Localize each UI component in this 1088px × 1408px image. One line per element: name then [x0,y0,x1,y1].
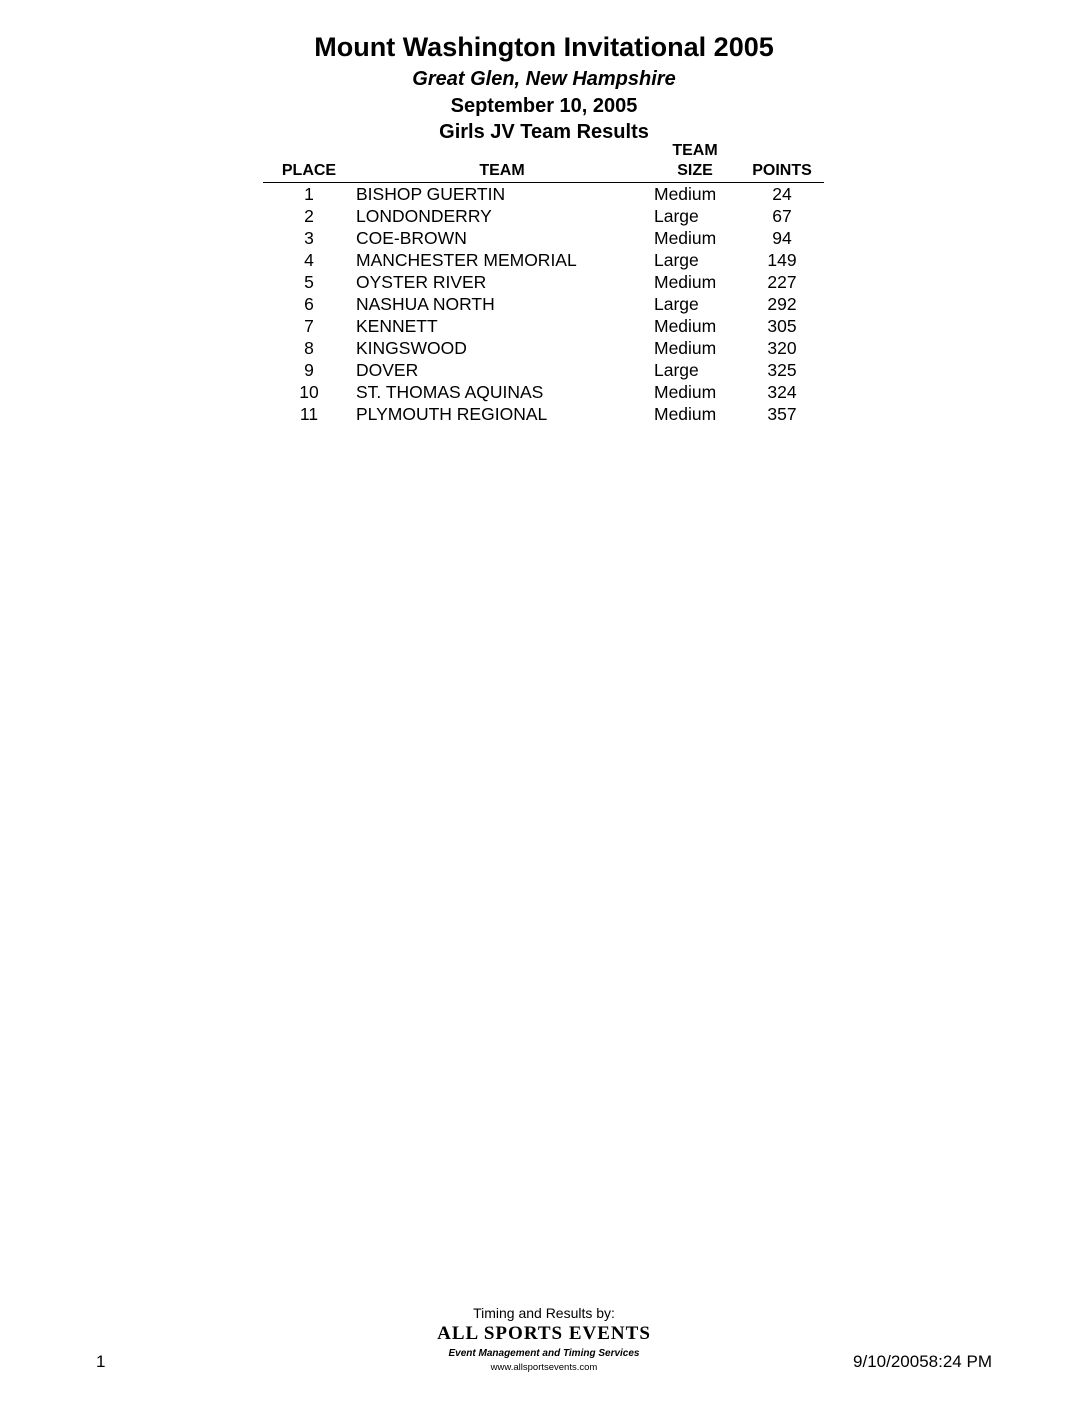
size-cell: Large [654,360,699,380]
points-cell: 149 [767,250,797,270]
team-cell: ST. THOMAS AQUINAS [356,382,544,402]
page-number: 1 [96,1352,106,1371]
points-cell: 94 [772,228,792,248]
place-cell: 9 [304,360,314,380]
points-cell: 24 [772,184,792,204]
event-date: September 10, 2005 [450,95,638,117]
footer-credit: Timing and Results by: [473,1305,615,1321]
place-cell: 7 [304,316,314,336]
size-cell: Medium [654,382,717,402]
table-body [0,183,1088,425]
size-cell: Medium [654,404,717,424]
team-cell: NASHUA NORTH [356,294,495,314]
team-cell: COE-BROWN [356,228,467,248]
team-cell: MANCHESTER MEMORIAL [356,250,577,270]
place-cell: 10 [299,382,319,402]
size-cell: Large [654,294,699,314]
place-cell: 8 [304,338,314,358]
page-title: Mount Washington Invitational 2005 [314,32,774,62]
place-cell: 1 [304,184,314,204]
points-cell: 357 [767,404,797,424]
place-cell: 4 [304,250,314,270]
team-cell: BISHOP GUERTIN [356,184,506,204]
footer-url: www.allsportsevents.com [490,1362,598,1373]
table-row [0,403,1088,425]
team-cell: KENNETT [356,316,438,336]
column-header-points: POINTS [752,162,812,179]
size-cell: Large [654,250,699,270]
team-cell: PLYMOUTH REGIONAL [356,404,548,424]
table-row [0,183,1088,205]
points-cell: 292 [767,294,797,314]
table-row [0,359,1088,381]
table-row [0,293,1088,315]
size-cell: Medium [654,228,717,248]
footer-brand-logo: ALL SPORTS EVENTS [437,1323,651,1344]
points-cell: 305 [767,316,797,336]
place-cell: 6 [304,294,314,314]
team-cell: OYSTER RIVER [356,272,487,292]
results-heading: Girls JV Team Results [439,121,649,143]
table-row [0,227,1088,249]
print-timestamp: 9/10/20058:24 PM [853,1352,992,1371]
team-cell: DOVER [356,360,419,380]
points-cell: 227 [767,272,797,292]
event-location: Great Glen, New Hampshire [412,68,676,90]
place-cell: 2 [304,206,314,226]
size-cell: Medium [654,272,717,292]
place-cell: 11 [299,404,319,424]
table-row [0,271,1088,293]
table-row [0,249,1088,271]
column-header-size-top: TEAM [672,142,718,159]
size-cell: Medium [654,316,717,336]
column-header-team: TEAM [479,162,525,179]
table-row [0,205,1088,227]
size-cell: Medium [654,184,717,204]
points-cell: 325 [767,360,797,380]
team-cell: LONDONDERRY [356,206,492,226]
points-cell: 67 [772,206,792,226]
points-cell: 324 [767,382,797,402]
table-row [0,337,1088,359]
column-header-size-bottom: SIZE [677,162,713,179]
footer-tagline: Event Management and Timing Services [448,1348,640,1359]
size-cell: Medium [654,338,717,358]
place-cell: 3 [304,228,314,248]
points-cell: 320 [767,338,797,358]
team-cell: KINGSWOOD [356,338,467,358]
place-cell: 5 [304,272,314,292]
column-header-place: PLACE [281,162,337,179]
table-row [0,315,1088,337]
table-row [0,381,1088,403]
size-cell: Large [654,206,699,226]
